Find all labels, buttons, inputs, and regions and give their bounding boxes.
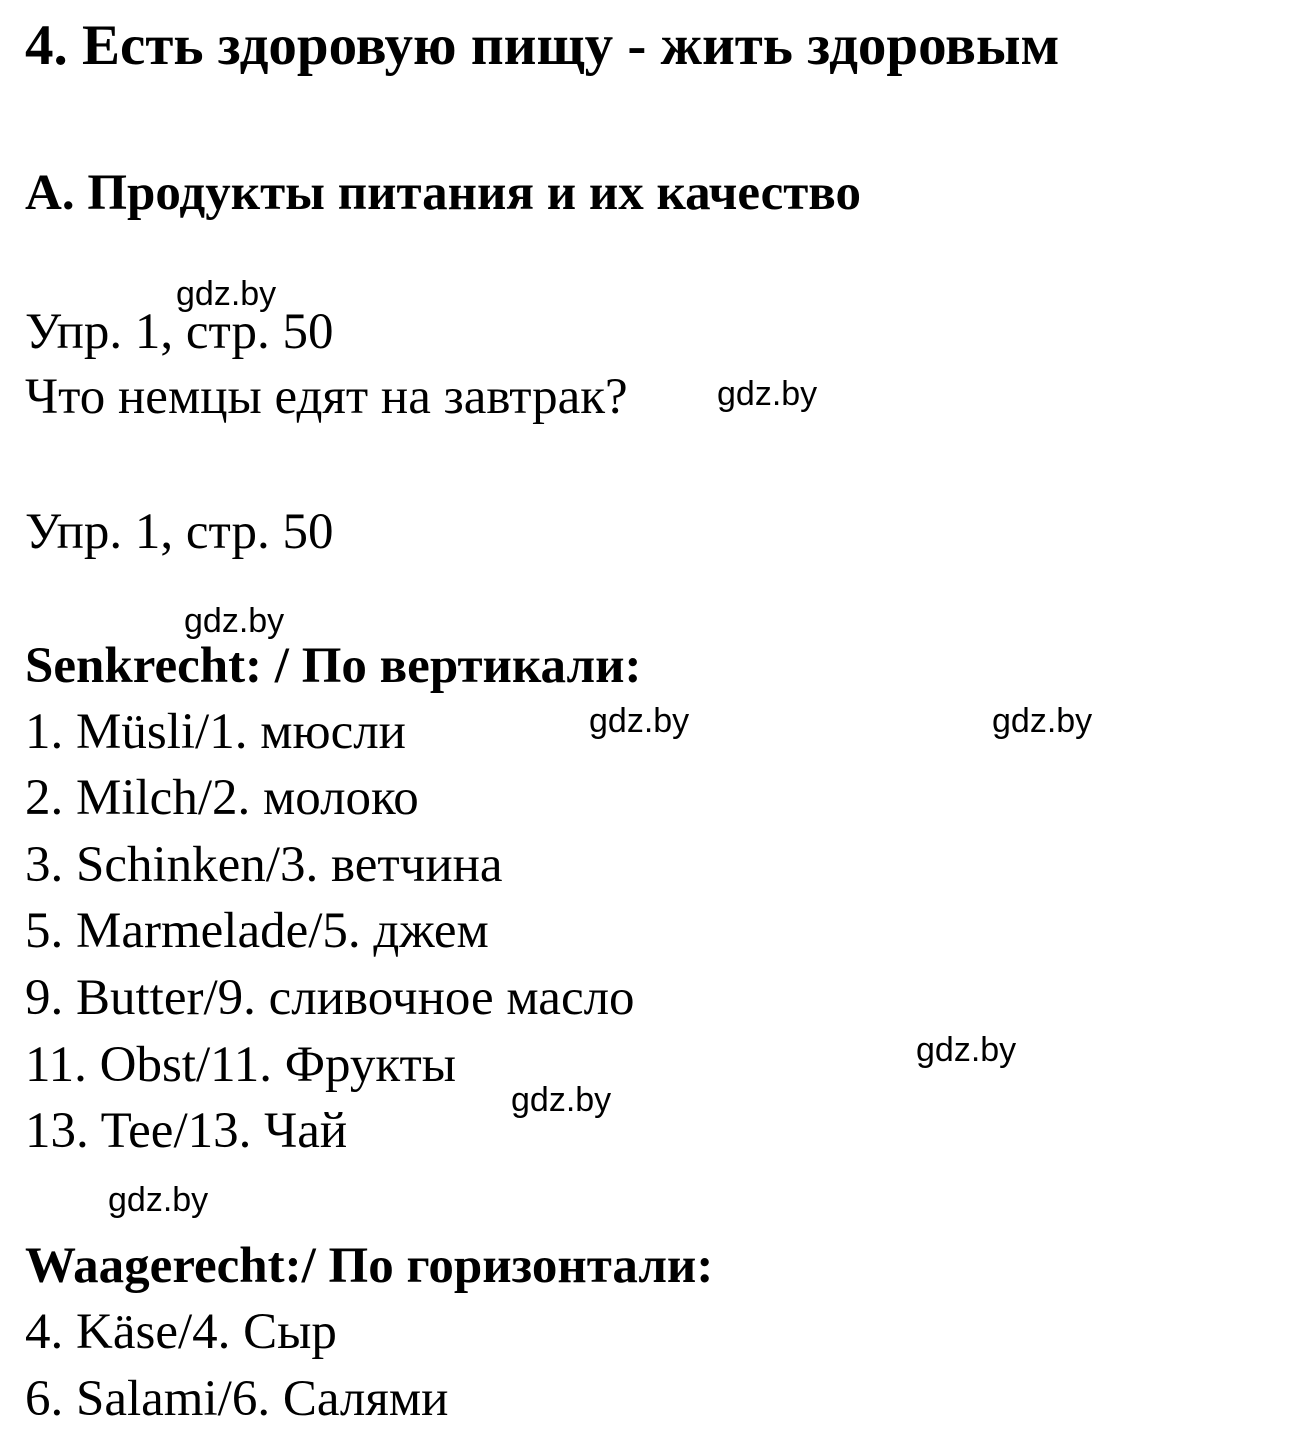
watermark: gdz.by	[176, 275, 277, 313]
watermark: gdz.by	[992, 702, 1093, 740]
watermark: gdz.by	[717, 375, 818, 413]
watermark: gdz.by	[108, 1181, 209, 1219]
list-item: 13. Tee/13. Чай	[25, 1103, 348, 1159]
list-item: 2. Milch/2. молоко	[25, 770, 419, 826]
exercise-question: Что немцы едят на завтрак?	[25, 369, 628, 425]
list-item: 9. Butter/9. сливочное масло	[25, 970, 635, 1026]
list-item: 6. Salami/6. Салями	[25, 1371, 449, 1427]
section-title: A. Продукты питания и их качество	[25, 165, 861, 221]
list-item: 4. Käse/4. Сыр	[25, 1304, 337, 1360]
watermark: gdz.by	[184, 602, 285, 640]
exercise-reference: Упр. 1, стр. 50	[25, 304, 334, 360]
vertical-heading: Senkrecht: / По вертикали:	[25, 638, 642, 694]
list-item: 11. Obst/11. Фрукты	[25, 1037, 457, 1093]
horizontal-heading: Waagerecht:/ По горизонтали:	[25, 1238, 714, 1294]
list-item: 3. Schinken/3. ветчина	[25, 837, 503, 893]
list-item: 1. Müsli/1. мюсли	[25, 704, 406, 760]
watermark: gdz.by	[511, 1081, 612, 1119]
list-item: 5. Marmelade/5. джем	[25, 903, 489, 959]
exercise-reference: Упр. 1, стр. 50	[25, 504, 334, 560]
watermark: gdz.by	[916, 1031, 1017, 1069]
watermark: gdz.by	[589, 702, 690, 740]
chapter-title: 4. Есть здоровую пищу - жить здоровым	[25, 14, 1060, 77]
